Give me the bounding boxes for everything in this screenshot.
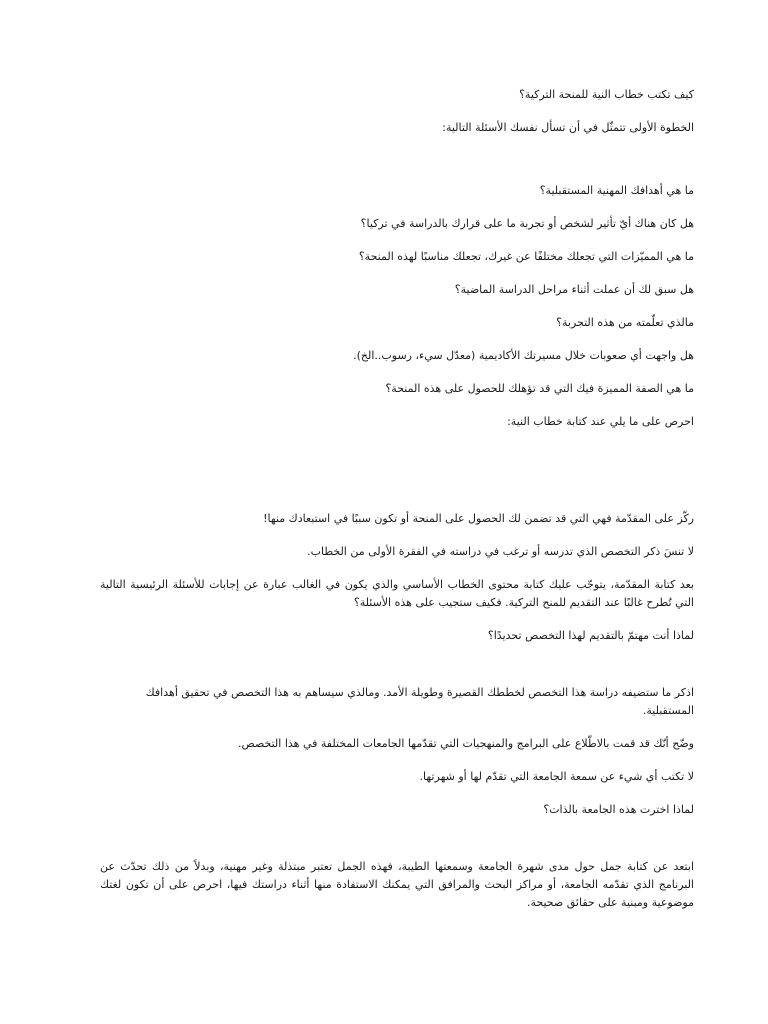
question-item: هل كان هناك أيّ تأثير لشخص أو تجربة ما على قرارك بالدراسة في تركيا؟ [360,217,694,230]
spacer [100,660,694,684]
question-item: هل سبق لك أن عملت أثناء مراحل الدراسة الماضية؟ [454,283,694,296]
question-item: مالذي تعلّمته من هذه التجربة؟ [556,316,694,329]
question-item: هل واجهت أي صعوبات خلال مسيرتك الأكاديمية (معدّل سيء، رسوب..الخ). [353,349,694,362]
intro-paragraph: الخطوة الأولى تتمثّل في أن تسأل نفسك الأسئلة التالية: [442,121,694,134]
section-question: لماذا اخترت هذه الجامعة بالذات؟ [543,803,694,816]
body-paragraph: لا تنسَ ذكر التخصص الذي تدرسه أو ترغب في دراسته في الفقرة الأولى من الخطاب. [307,545,694,558]
body-paragraph: لا تكتب أي شيء عن سمعة الجامعة التي تقدّم لها أو شهرتها. [419,770,694,783]
question-item: احرص على ما يلي عند كتابة خطاب النية: [507,415,694,428]
body-paragraph: بعد كتابة المقدّمة، يتوجّب عليك كتابة محتوى الخطاب الأساسي والذي يكون في الغالب عبارة عن إجابات للأسئلة الرئيسية التالية التي تُطرح غالبًا عند التقديم للمنح التركية. فكيف ستجيب على هذه الأسئلة؟ [100,578,694,609]
document-page [100,86,694,927]
spacer [100,152,694,182]
body-paragraph: وضّح أنّك قد قمت بالاطّلاع على البرامج والمنهجيات التي تقدّمها الجامعات المختلفة في هذا التخصص. [238,737,694,750]
question-item: ما هي أهدافك المهنية المستقبلية؟ [539,184,694,197]
question-item: ما هي الصفة المميزة فيك التي قد تؤهلك للحصول على هذه المنحة؟ [385,382,694,395]
section-question: لماذا أنت مهتمّ بالتقديم لهذا التخصص تحديدًا؟ [487,629,694,642]
document-title: كيف تكتب خطاب النية للمنحة التركية؟ [519,88,694,101]
body-paragraph: ابتعد عن كتابة جمل حول مدى شهرة الجامعة وسمعتها الطيبة، فهذه الجمل تعتبر مبتذلة وغير مهنية، وبدلاً من ذلك تحدّث عن البرنامج الذي تقدّمه الجامعة، أو مراكز البحث والمرافق التي يمكنك الاستفادة منها أثناء دراستك فيها، احرص على أن تكون لغتك موضوعية ومبنية على حقائق صحيحة. [100,860,694,909]
question-item: ما هي المميّزات التي تجعلك مختلفًا عن غيرك، تجعلك مناسبًا لهذه المنحة؟ [358,250,694,263]
body-paragraph: ركّز على المقدّمة فهي التي قد تضمن لك الحصول على المنحة أو تكون سببًا في استبعادك منها! [263,512,694,525]
spacer [100,834,694,858]
spacer [100,446,694,510]
body-paragraph: اذكر ما ستضيفه دراسة هذا التخصص لخططك القصيرة وطويلة الأمد. ومالذي سيساهم به هذا التخصص في تحقيق أهدافك المستقبلية. [145,686,694,717]
